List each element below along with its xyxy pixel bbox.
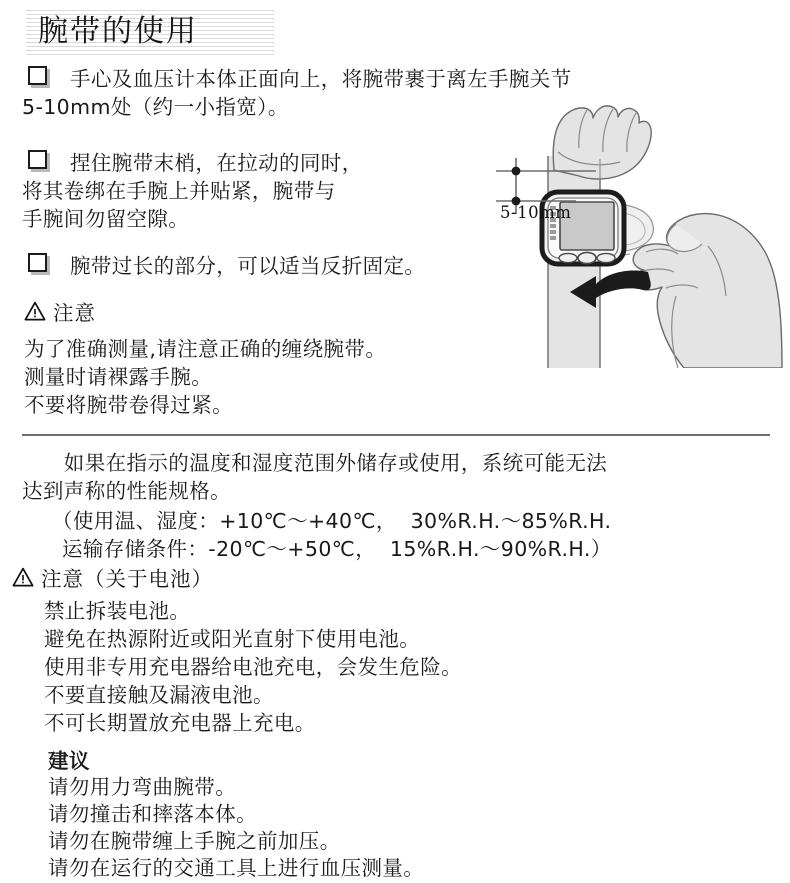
warning-triangle-icon <box>12 567 34 587</box>
wrist-cuff-fitting-illustration <box>480 96 786 368</box>
caution-cuff-line-3: 不要将腕带卷得过紧。 <box>24 393 233 417</box>
caution-battery-line-3: 使用非专用充电器给电池充电，会发生危险。 <box>44 655 462 679</box>
square-bullet-icon <box>28 150 47 169</box>
caution-battery-line-5: 不可长期置放充电器上充电。 <box>44 711 316 735</box>
section-divider <box>22 434 770 436</box>
square-bullet-icon <box>28 253 47 272</box>
step-2-line-1: 捏住腕带末梢，在拉动的同时， <box>70 151 363 175</box>
caution-battery-label: 注意（关于电池） <box>41 567 213 591</box>
step-1-line-1: 手心及血压计本体正面向上，将腕带裹于离左手腕关节 <box>70 67 572 91</box>
caution-battery-heading <box>12 562 213 592</box>
environment-spec-line-2: 运输存储条件：-20℃～+50℃， 15%R.H.～90%R.H.） <box>62 537 612 561</box>
pulling-hand-shape <box>633 214 782 368</box>
measurement-label: 5-10mm <box>500 203 572 222</box>
environment-paragraph-line-2: 达到声称的性能规格。 <box>22 479 231 503</box>
suggestions-line-2: 请勿撞击和摔落本体。 <box>48 802 257 826</box>
suggestions-line-1: 请勿用力弯曲腕带。 <box>48 775 237 799</box>
caution-battery-line-2: 避免在热源附近或阳光直射下使用电池。 <box>44 627 421 651</box>
warning-triangle-icon <box>24 301 46 321</box>
step-2-line-3: 手腕间勿留空隙。 <box>22 207 190 231</box>
step-1-line-2: 5-10mm处（约一小指宽）。 <box>22 95 289 119</box>
step-3-line-1: 腕带过长的部分，可以适当反折固定。 <box>70 254 426 278</box>
caution-cuff-line-1: 为了准确测量,请注意正确的缠绕腕带。 <box>24 337 387 361</box>
illustration-svg <box>480 96 786 368</box>
monitor-buttons <box>559 252 615 263</box>
fist-hand-shape <box>553 106 651 180</box>
square-bullet-icon <box>28 66 47 85</box>
suggestions-line-3: 请勿在腕带缠上手腕之前加压。 <box>48 829 341 853</box>
caution-cuff-heading <box>24 296 96 326</box>
environment-paragraph-line-1: 如果在指示的温度和湿度范围外储存或使用，系统可能无法 <box>22 451 608 475</box>
caution-cuff-label: 注意 <box>53 301 96 325</box>
suggestions-line-4: 请勿在运行的交通工具上进行血压测量。 <box>48 856 425 880</box>
suggestions-heading: 建议 <box>48 749 90 773</box>
section-title-banner <box>26 10 274 56</box>
step-2-line-2: 将其卷绑在手腕上并贴紧，腕带与 <box>22 179 336 203</box>
environment-spec-line-1: （使用温、湿度：+10℃～+40℃， 30%R.H.～85%R.H. <box>52 509 612 533</box>
caution-cuff-line-2: 测量时请裸露手腕。 <box>24 365 213 389</box>
caution-battery-line-4: 不要直接触及漏液电池。 <box>44 683 274 707</box>
page-title: 腕带的使用 <box>38 14 198 49</box>
caution-battery-line-1: 禁止拆装电池。 <box>44 599 191 623</box>
